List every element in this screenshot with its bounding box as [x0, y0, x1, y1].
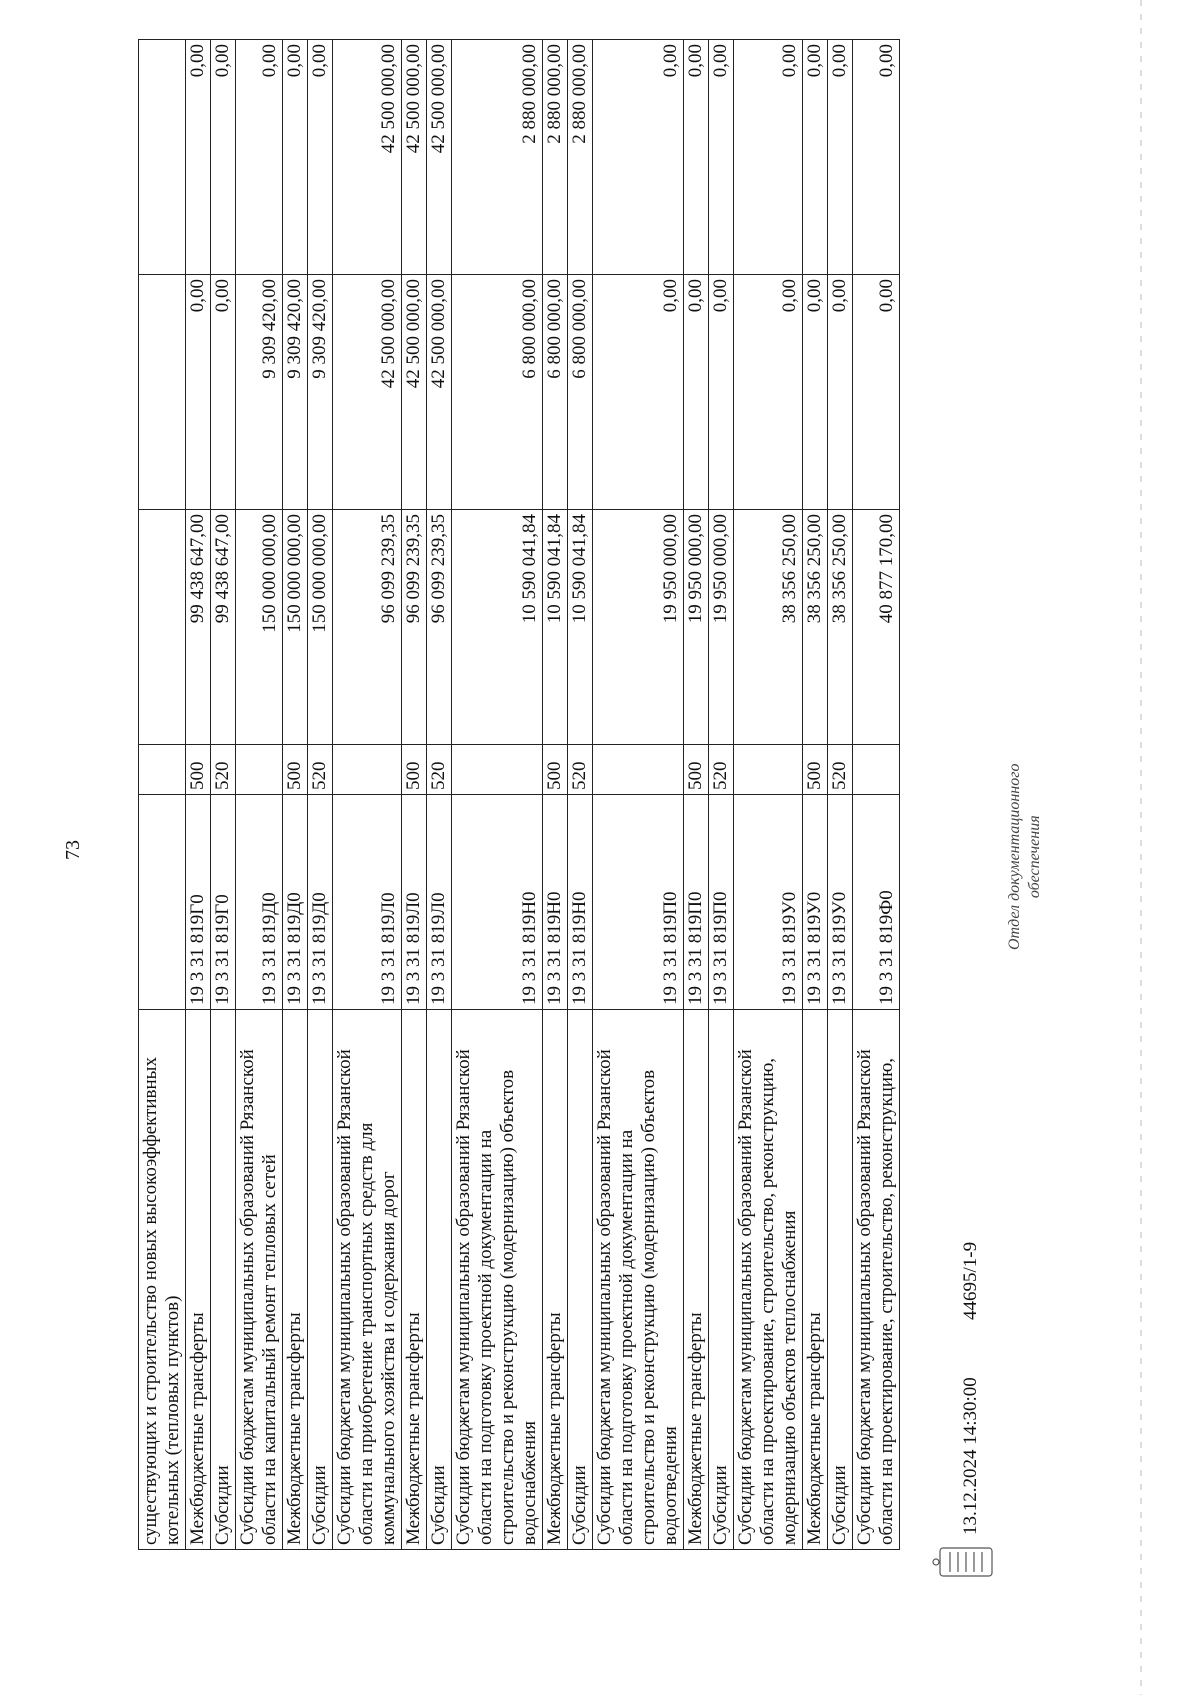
row-code-cell: 19 3 31 819У0 — [803, 795, 828, 1010]
row-name-cell: Межбюджетные трансферты — [803, 1010, 828, 1550]
row-name-cell: Субсидии бюджетам муниципальных образований Рязанской области на подготовку проектной документации на строительство и реконструкцию (модернизацию) объектов водоотведения — [593, 1010, 684, 1550]
row-vr-cell: 520 — [568, 745, 593, 795]
table-row — [568, 40, 593, 1550]
row-sum-2025-cell: 6 800 000,00 — [452, 275, 543, 510]
row-name-cell: Межбюджетные трансферты — [402, 1010, 427, 1550]
budget-table-body — [139, 40, 900, 1550]
row-sum-2024-cell: 38 356 250,00 — [803, 510, 828, 745]
table-row — [211, 40, 236, 1550]
row-sum-2024-cell: 96 099 239,35 — [402, 510, 427, 745]
row-sum-2024-cell: 19 950 000,00 — [709, 510, 734, 745]
row-sum-2025-cell: 42 500 000,00 — [402, 275, 427, 510]
row-name-cell: Субсидии бюджетам муниципальных образований Рязанской области на подготовку проектной документации на строительство и реконструкцию (модернизацию) объектов водоснабжения — [452, 1010, 543, 1550]
row-sum-2025-cell: 6 800 000,00 — [543, 275, 568, 510]
table-row — [734, 40, 803, 1550]
table-row — [139, 40, 186, 1550]
row-vr-cell — [734, 745, 803, 795]
row-sum-2024-cell: 19 950 000,00 — [593, 510, 684, 745]
row-sum-2024-cell: 40 877 170,00 — [853, 510, 900, 745]
row-code-cell: 19 3 31 819Г0 — [186, 795, 211, 1010]
row-sum-2025-cell: 9 309 420,00 — [283, 275, 308, 510]
row-sum-2025-cell: 0,00 — [803, 275, 828, 510]
row-vr-cell: 520 — [308, 745, 333, 795]
row-sum-2025-cell: 0,00 — [186, 275, 211, 510]
row-sum-2025-cell: 9 309 420,00 — [236, 275, 283, 510]
table-row — [427, 40, 452, 1550]
row-vr-cell: 500 — [543, 745, 568, 795]
row-vr-cell: 520 — [709, 745, 734, 795]
row-sum-2026-cell: 2 880 000,00 — [568, 40, 593, 275]
row-sum-2026-cell: 2 880 000,00 — [543, 40, 568, 275]
row-sum-2026-cell: 2 880 000,00 — [452, 40, 543, 275]
row-sum-2026-cell: 0,00 — [853, 40, 900, 275]
row-vr-cell: 500 — [684, 745, 709, 795]
table-row — [709, 40, 734, 1550]
row-sum-2026-cell: 0,00 — [709, 40, 734, 275]
table-row — [452, 40, 543, 1550]
row-sum-2025-cell: 0,00 — [853, 275, 900, 510]
table-row — [402, 40, 427, 1550]
row-name-cell: Субсидии — [709, 1010, 734, 1550]
row-sum-2024-cell: 150 000 000,00 — [283, 510, 308, 745]
table-row — [308, 40, 333, 1550]
row-sum-2026-cell: 42 500 000,00 — [333, 40, 402, 275]
table-row — [828, 40, 853, 1550]
row-name-cell: Субсидии бюджетам муниципальных образований Рязанской области на проектирование, строительство, реконструкцию, — [853, 1010, 900, 1550]
row-sum-2024-cell — [139, 510, 186, 745]
table-row — [803, 40, 828, 1550]
row-name-cell: существующих и строительство новых высокоэффективных котельных (тепловых пунктов) — [139, 1010, 186, 1550]
row-sum-2024-cell: 10 590 041,84 — [452, 510, 543, 745]
row-name-cell: Межбюджетные трансферты — [684, 1010, 709, 1550]
row-sum-2026-cell: 0,00 — [684, 40, 709, 275]
row-sum-2024-cell: 150 000 000,00 — [308, 510, 333, 745]
row-code-cell: 19 3 31 819У0 — [734, 795, 803, 1010]
row-code-cell: 19 3 31 819Д0 — [236, 795, 283, 1010]
row-sum-2025-cell: 0,00 — [734, 275, 803, 510]
row-sum-2025-cell — [139, 275, 186, 510]
row-code-cell: 19 3 31 819Д0 — [308, 795, 333, 1010]
row-name-cell: Межбюджетные трансферты — [186, 1010, 211, 1550]
row-name-cell: Межбюджетные трансферты — [543, 1010, 568, 1550]
row-code-cell: 19 3 31 819Ф0 — [853, 795, 900, 1010]
seal-emblem-icon — [930, 1544, 1002, 1580]
row-name-cell: Субсидии — [211, 1010, 236, 1550]
page-number: 73 — [62, 840, 84, 860]
row-code-cell: 19 3 31 819Г0 — [211, 795, 236, 1010]
row-sum-2025-cell: 42 500 000,00 — [333, 275, 402, 510]
row-sum-2026-cell: 0,00 — [593, 40, 684, 275]
row-code-cell: 19 3 31 819Л0 — [427, 795, 452, 1010]
stamp-line-1: Отдел документационного — [1006, 763, 1023, 950]
row-code-cell: 19 3 31 819Н0 — [568, 795, 593, 1010]
department-stamp — [1005, 764, 1045, 950]
row-sum-2025-cell: 6 800 000,00 — [568, 275, 593, 510]
table-row — [283, 40, 308, 1550]
row-sum-2026-cell: 42 500 000,00 — [427, 40, 452, 275]
row-sum-2024-cell: 99 438 647,00 — [211, 510, 236, 745]
table-row — [853, 40, 900, 1550]
row-sum-2024-cell: 96 099 239,35 — [427, 510, 452, 745]
row-vr-cell — [593, 745, 684, 795]
row-vr-cell — [236, 745, 283, 795]
row-code-cell — [139, 795, 186, 1010]
row-sum-2025-cell: 0,00 — [684, 275, 709, 510]
row-code-cell: 19 3 31 819У0 — [828, 795, 853, 1010]
row-name-cell: Субсидии бюджетам муниципальных образований Рязанской области на приобретение транспортных средств для коммунального хозяйства и содержания дорог — [333, 1010, 402, 1550]
stamp-line-2: обеспечения — [1026, 815, 1043, 899]
row-vr-cell: 520 — [427, 745, 452, 795]
row-vr-cell: 500 — [283, 745, 308, 795]
row-name-cell: Субсидии — [828, 1010, 853, 1550]
table-row — [186, 40, 211, 1550]
table-row — [684, 40, 709, 1550]
row-sum-2025-cell: 9 309 420,00 — [308, 275, 333, 510]
footer-doc-id: 44695/1-9 — [960, 1241, 981, 1320]
row-sum-2024-cell: 150 000 000,00 — [236, 510, 283, 745]
row-sum-2026-cell: 0,00 — [734, 40, 803, 275]
row-code-cell: 19 3 31 819Л0 — [402, 795, 427, 1010]
row-vr-cell: 500 — [402, 745, 427, 795]
row-code-cell: 19 3 31 819П0 — [593, 795, 684, 1010]
table-row — [593, 40, 684, 1550]
row-name-cell: Субсидии — [427, 1010, 452, 1550]
row-sum-2025-cell: 0,00 — [828, 275, 853, 510]
row-sum-2025-cell: 0,00 — [593, 275, 684, 510]
row-sum-2026-cell: 0,00 — [828, 40, 853, 275]
row-code-cell: 19 3 31 819Л0 — [333, 795, 402, 1010]
row-vr-cell: 520 — [211, 745, 236, 795]
row-sum-2026-cell: 0,00 — [283, 40, 308, 275]
row-sum-2024-cell: 96 099 239,35 — [333, 510, 402, 745]
row-sum-2024-cell: 38 356 250,00 — [828, 510, 853, 745]
table-row — [236, 40, 283, 1550]
row-sum-2024-cell: 10 590 041,84 — [568, 510, 593, 745]
row-sum-2024-cell: 99 438 647,00 — [186, 510, 211, 745]
table-row — [333, 40, 402, 1550]
row-sum-2024-cell: 10 590 041,84 — [543, 510, 568, 745]
row-sum-2025-cell: 0,00 — [709, 275, 734, 510]
row-sum-2026-cell: 42 500 000,00 — [402, 40, 427, 275]
row-sum-2024-cell: 38 356 250,00 — [734, 510, 803, 745]
row-sum-2025-cell: 42 500 000,00 — [427, 275, 452, 510]
row-code-cell: 19 3 31 819Н0 — [543, 795, 568, 1010]
row-name-cell: Субсидии бюджетам муниципальных образований Рязанской области на проектирование, строительство, реконструкцию, модернизацию объектов теплоснабжения — [734, 1010, 803, 1550]
row-sum-2026-cell — [139, 40, 186, 275]
row-sum-2026-cell: 0,00 — [211, 40, 236, 275]
row-sum-2026-cell: 0,00 — [803, 40, 828, 275]
row-code-cell: 19 3 31 819Д0 — [283, 795, 308, 1010]
row-vr-cell: 520 — [828, 745, 853, 795]
table-row — [543, 40, 568, 1550]
row-sum-2026-cell: 0,00 — [308, 40, 333, 275]
row-vr-cell — [853, 745, 900, 795]
row-vr-cell — [452, 745, 543, 795]
row-sum-2025-cell: 0,00 — [211, 275, 236, 510]
row-code-cell: 19 3 31 819П0 — [684, 795, 709, 1010]
row-vr-cell: 500 — [803, 745, 828, 795]
row-vr-cell — [333, 745, 402, 795]
row-name-cell: Субсидии — [568, 1010, 593, 1550]
row-sum-2026-cell: 0,00 — [236, 40, 283, 275]
row-name-cell: Субсидии — [308, 1010, 333, 1550]
row-sum-2026-cell: 0,00 — [186, 40, 211, 275]
row-code-cell: 19 3 31 819Н0 — [452, 795, 543, 1010]
row-vr-cell: 500 — [186, 745, 211, 795]
row-code-cell: 19 3 31 819П0 — [709, 795, 734, 1010]
row-sum-2024-cell: 19 950 000,00 — [684, 510, 709, 745]
row-name-cell: Субсидии бюджетам муниципальных образований Рязанской области на капитальный ремонт тепловых сетей — [236, 1010, 283, 1550]
budget-table — [138, 39, 900, 1550]
row-name-cell: Межбюджетные трансферты — [283, 1010, 308, 1550]
footer-date: 13.12.2024 14:30:00 — [960, 1377, 981, 1535]
row-vr-cell — [139, 745, 186, 795]
